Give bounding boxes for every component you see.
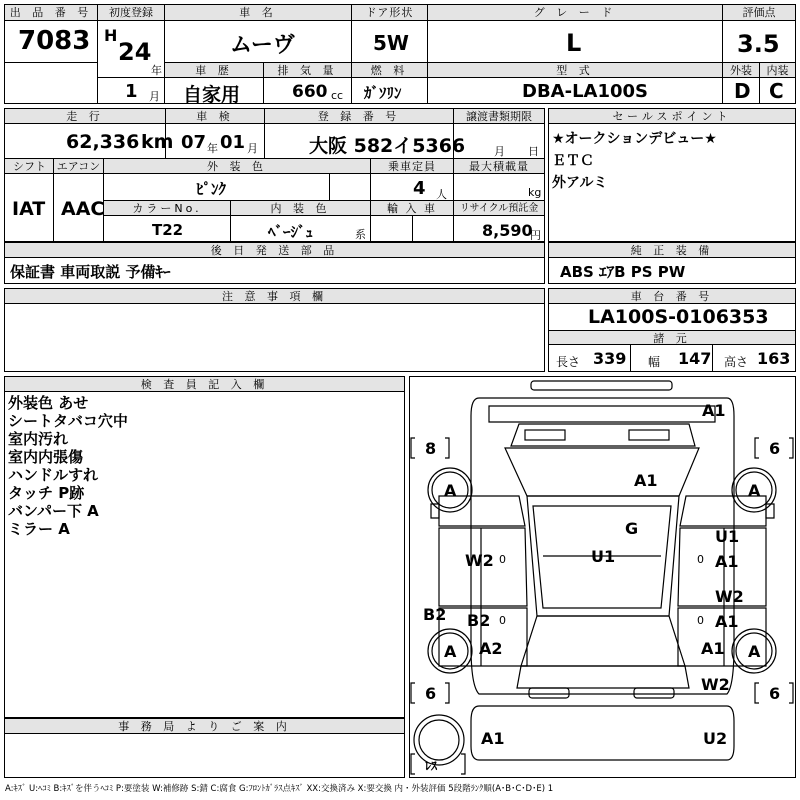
equipment-label: 純 正 装 備 xyxy=(549,243,795,258)
legend: A:ｷｽﾞ U:ﾍｺﾐ B:ｷｽﾞを伴うﾍｺﾐ P:要塗装 W:補修跡 S:錆 C:腐食 G:ﾌﾛﾝﾄｶﾞﾗｽ点ｷｽﾞ XX:交換済み X:要交換 内・外装評価 5段階ﾗﾝｸ順(A･B･C･D･E) 1 xyxy=(5,784,554,794)
height: 163 xyxy=(757,349,791,368)
windshield-mark: G xyxy=(625,519,639,538)
inspection-label: 車 検 xyxy=(166,109,264,124)
color-number: T22 xyxy=(152,221,184,239)
transfer-day: 日 xyxy=(528,145,539,158)
notes-label: 注 意 事 項 欄 xyxy=(5,289,544,304)
max-load-unit: kg xyxy=(528,186,542,199)
tire-front-left: A xyxy=(444,481,457,500)
right-front-fender-mark: U1 xyxy=(715,527,740,546)
inspector-line-8: ミラー A xyxy=(8,520,70,538)
aircon-label: エアコン xyxy=(54,159,103,174)
mileage: 62,336 xyxy=(66,131,140,153)
inspection-year-unit: 年 xyxy=(207,142,218,155)
score: 3.5 xyxy=(737,30,780,58)
registration-year: 24 xyxy=(118,38,152,66)
sales-point-1: ★オークションデビュー★ xyxy=(552,131,717,147)
left-rear-door-mark: B2 xyxy=(467,611,491,630)
displacement-unit: cc xyxy=(331,89,344,102)
car-name: ムーヴ xyxy=(230,33,295,58)
sales-point-label: セールスポイント xyxy=(549,109,795,124)
grade: L xyxy=(566,29,582,57)
inspector-line-5: ハンドルすれ xyxy=(8,466,99,484)
import-label: 輸 入 車 xyxy=(371,201,453,216)
inspector-label: 検 査 員 記 入 欄 xyxy=(5,377,404,392)
svg-text:0: 0 xyxy=(499,614,506,627)
rear-bumper-left-mark: A1 xyxy=(481,729,505,748)
history: 自家用 xyxy=(183,84,241,106)
tire-rear-left: A xyxy=(444,642,457,661)
door-type-label: ドア形状 xyxy=(352,5,427,21)
first-registration-label: 初度登録 xyxy=(98,5,164,21)
inspection-month-unit: 月 xyxy=(247,142,258,155)
shift-label: シフト xyxy=(5,159,53,174)
inspector-line-1: 外装色 あせ xyxy=(8,394,89,412)
transfer-deadline-label: 譲渡書類期限 xyxy=(454,109,544,124)
capacity: 4 xyxy=(413,178,426,199)
later-parts-label: 後 日 発 送 部 品 xyxy=(5,243,544,258)
tire-rear-right: A xyxy=(748,642,761,661)
exterior-color: ﾋﾟﾝｸ xyxy=(196,180,227,198)
sales-point-2: ＥＴＣ xyxy=(552,153,594,169)
rear-bumper-right-mark: U2 xyxy=(703,729,728,748)
sales-point-3: 外アルミ xyxy=(552,175,608,191)
plate-number: 大阪 582イ5366 xyxy=(309,135,466,157)
aircon: AAC xyxy=(61,198,105,220)
right-front-door-mark: A1 xyxy=(715,552,739,571)
inspection-month: 01 xyxy=(220,132,246,153)
interior-grade: C xyxy=(769,79,784,103)
car-damage-diagram xyxy=(409,376,796,778)
inspector-line-4: 室内内張傷 xyxy=(8,448,84,466)
score-label: 評価点 xyxy=(723,5,795,21)
history-label: 車 歴 xyxy=(165,63,263,78)
width-label: 幅 xyxy=(648,355,661,369)
grade-label: グ レ ー ド xyxy=(428,5,722,21)
tire-front-right: A xyxy=(748,481,761,500)
exterior-label: 外装 xyxy=(723,63,759,78)
tread-front-left: 8 xyxy=(425,439,437,458)
mileage-label: 走 行 xyxy=(5,109,165,124)
equipment: ABS ｴｱB PS PW xyxy=(560,263,686,281)
color-number-label: カラーNo. xyxy=(104,201,230,216)
length: 339 xyxy=(593,349,627,368)
chassis-number: LA100S-0106353 xyxy=(588,306,769,328)
specs-label: 諸 元 xyxy=(549,331,795,345)
inspector-line-6: タッチ P跡 xyxy=(8,484,85,502)
capacity-label: 乗車定員 xyxy=(371,159,453,174)
displacement: 660 xyxy=(292,82,328,102)
right-sill-mark: A1 xyxy=(715,612,739,631)
later-parts: 保証書 車両取説 予備ｷｰ xyxy=(10,263,171,281)
front-bumper-mark: A1 xyxy=(702,401,726,420)
hood-mark: A1 xyxy=(634,471,658,490)
right-rear-fender-mark: A1 xyxy=(701,639,725,658)
exterior-color-label: 外 装 色 xyxy=(104,159,370,174)
right-rear-door-mark: W2 xyxy=(715,587,744,606)
chassis-label: 車 台 番 号 xyxy=(549,289,795,304)
plate-label: 登 録 番 号 xyxy=(265,109,453,124)
roof-mark: U1 xyxy=(591,547,616,566)
recycle-unit: 円 xyxy=(530,229,541,242)
lot-number: 7083 xyxy=(18,26,91,56)
svg-text:0: 0 xyxy=(697,614,704,627)
car-name-label: 車 名 xyxy=(165,5,351,21)
interior-label: 内装 xyxy=(760,63,795,78)
tread-rear-right: 6 xyxy=(769,684,781,703)
interior-color-label: 内 装 色 xyxy=(231,201,370,216)
svg-text:0: 0 xyxy=(499,553,506,566)
width: 147 xyxy=(678,349,712,368)
svg-text:0: 0 xyxy=(697,553,704,566)
capacity-unit: 人 xyxy=(436,188,447,201)
displacement-label: 排 気 量 xyxy=(264,63,351,78)
fuel: ｶﾞｿﾘﾝ xyxy=(364,84,402,102)
right-quarter-mark: W2 xyxy=(701,675,730,694)
model-code: DBA-LA100S xyxy=(522,81,648,102)
left-sill-mark: B2 xyxy=(423,605,447,624)
recycle-fee: 8,590 xyxy=(482,221,533,240)
spare-tire-label: ﾚｽ xyxy=(425,759,438,773)
interior-color: ﾍﾞｰｼﾞｭ xyxy=(268,223,314,241)
recycle-label: リサイクル預託金 xyxy=(454,201,544,216)
height-label: 高さ xyxy=(724,355,749,369)
year-unit: 年 xyxy=(151,64,162,77)
shift: IAT xyxy=(12,198,46,220)
length-label: 長さ xyxy=(556,355,581,369)
tread-front-right: 6 xyxy=(769,439,781,458)
max-load-label: 最大積載量 xyxy=(454,159,544,174)
lot-label: 出 品 番 号 xyxy=(5,5,97,21)
inspector-line-7: バンパー下 A xyxy=(8,502,99,520)
door-type: 5W xyxy=(373,31,409,55)
office-label: 事 務 局 よ り ご 案 内 xyxy=(5,719,404,734)
registration-month: 1 xyxy=(125,81,138,102)
inspector-line-2: シートタバコ穴中 xyxy=(8,412,128,430)
inspection-year: 07 xyxy=(181,132,207,153)
interior-color-unit: 系 xyxy=(355,228,366,241)
fuel-label: 燃 料 xyxy=(352,63,427,78)
tread-rear-left: 6 xyxy=(425,684,437,703)
month-unit: 月 xyxy=(149,90,160,103)
left-rear-fender-mark: A2 xyxy=(479,639,503,658)
inspector-line-3: 室内汚れ xyxy=(8,430,69,448)
model-label: 型 式 xyxy=(428,63,722,78)
transfer-month: 月 xyxy=(494,145,505,158)
registration-era: H xyxy=(104,26,118,45)
mileage-unit: km xyxy=(141,131,174,153)
left-front-door-mark: W2 xyxy=(465,551,494,570)
exterior-grade: D xyxy=(734,79,751,103)
